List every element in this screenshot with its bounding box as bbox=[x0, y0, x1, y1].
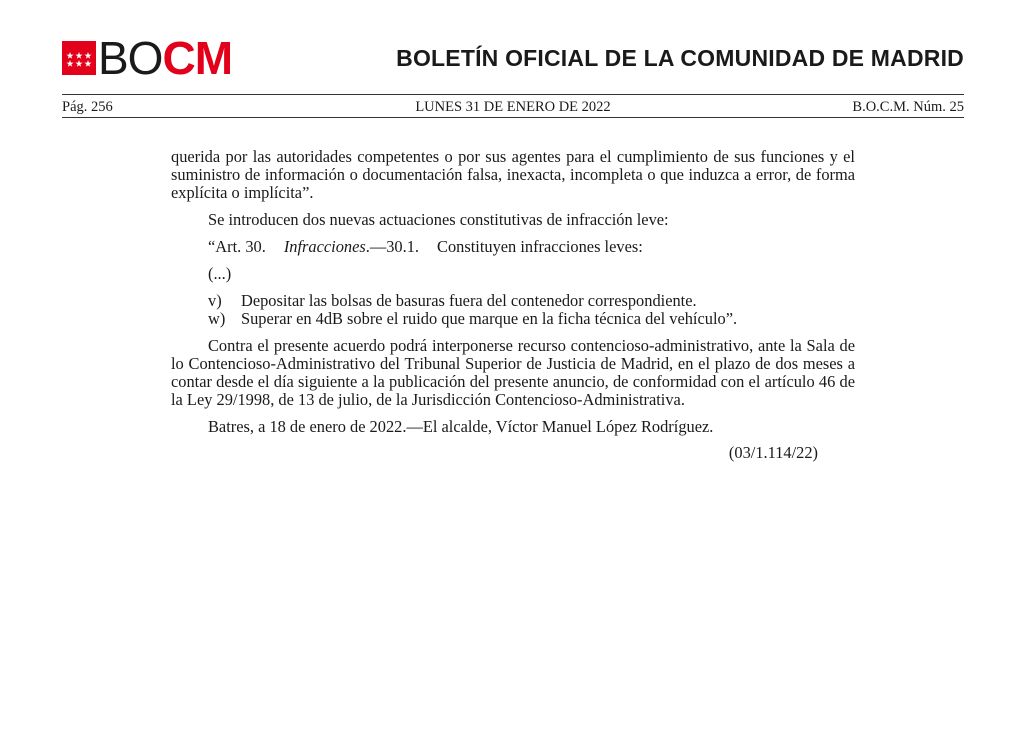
list-item bbox=[171, 310, 855, 328]
paragraph-continuation: querida por las autoridades competentes o por sus agentes para el cumplimiento de sus funciones y el suministro de información o documentación falsa, inexacta, incompleta o que induzca a error, de forma explícita o implícita”. bbox=[171, 147, 855, 202]
list-item bbox=[171, 292, 855, 310]
article-number: “Art. 30. bbox=[208, 237, 266, 256]
list-item-label: v) bbox=[208, 291, 222, 310]
ellipsis: (...) bbox=[208, 264, 232, 283]
header-rule-top bbox=[62, 94, 964, 95]
article-text: Constituyen infracciones leves: bbox=[437, 237, 643, 256]
logo-bo: BO bbox=[98, 32, 163, 84]
list-item-text: Superar en 4dB sobre el ruido que marque en la ficha técnica del vehículo”. bbox=[241, 309, 738, 328]
logo-wordmark bbox=[98, 32, 233, 84]
list-item-label: w) bbox=[208, 309, 226, 328]
signature-line: Batres, a 18 de enero de 2022.—El alcalde, Víctor Manuel López Rodríguez. bbox=[208, 417, 714, 436]
issue-number: B.O.C.M. Núm. 25 bbox=[852, 99, 964, 115]
madrid-flag-icon bbox=[62, 41, 96, 75]
page-header bbox=[62, 32, 964, 84]
page-number: Pág. 256 bbox=[62, 99, 113, 115]
reference-code: (03/1.114/22) bbox=[728, 443, 818, 462]
infraction-list bbox=[171, 292, 855, 328]
article-heading bbox=[171, 238, 855, 256]
paragraph-introduction: Se introducen dos nuevas actuaciones constitutivas de infracción leve: bbox=[208, 210, 669, 229]
document-body bbox=[171, 148, 855, 462]
logo-cm: CM bbox=[162, 32, 233, 84]
paragraph-appeal: Contra el presente acuerdo podrá interponerse recurso contencioso-administrativo, ante la Sala de lo Contencioso-Administrativo del Tribunal Superior de Justicia de Madrid, en el plazo de dos meses a contar desde el día siguiente a la publicación del presente anuncio, de conformidad con el artículo 46 de la Ley 29/1998, de 13 de julio, de la Jurisdicción Contencioso-Administrativa. bbox=[171, 336, 855, 409]
list-item-text: Depositar las bolsas de basuras fuera del contenedor correspondiente. bbox=[241, 291, 697, 310]
article-section: .—30.1. bbox=[365, 237, 420, 256]
issue-date: LUNES 31 DE ENERO DE 2022 bbox=[415, 99, 611, 115]
header-rule-bottom bbox=[62, 117, 964, 118]
article-title: Infracciones bbox=[283, 237, 366, 256]
bocm-logo bbox=[62, 32, 233, 84]
info-bar bbox=[62, 98, 964, 116]
publication-title: BOLETÍN OFICIAL DE LA COMUNIDAD DE MADRID bbox=[396, 45, 964, 71]
